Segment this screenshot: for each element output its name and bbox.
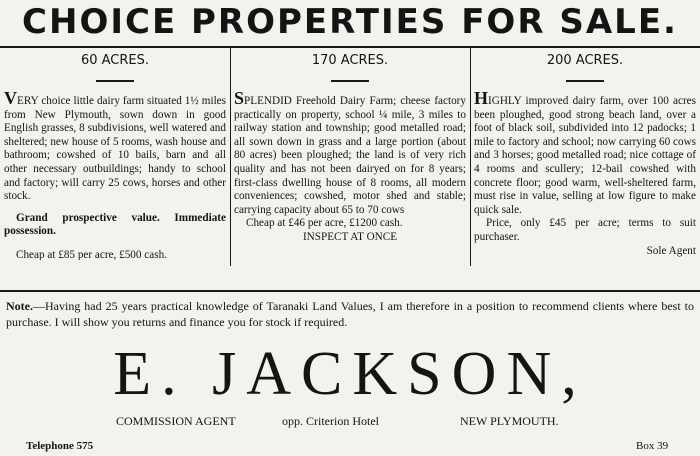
- middle-rule: [0, 290, 700, 292]
- drop-cap: S: [234, 88, 245, 108]
- listing-price: Cheap at £85 per acre, £500 cash.: [16, 248, 167, 260]
- agent-town: NEW PLYMOUTH.: [460, 414, 559, 428]
- listing-body: PLENDID Freehold Dairy Farm; cheese factory practically on property, school ¼ mile, 3 miles to railway station and township; good metalled road; all sown down in grass and a large portion (about 80 acres) been ploughed; the land is of very rich quality and has not been dairyed on for 8 years; first-class dwelling house of 8 rooms, all modern conveniences; cowshed, motor shed and stable; carrying capacity about 65 to 70 cows: [234, 95, 466, 216]
- headline: CHOICE PROPERTIES FOR SALE.: [22, 2, 678, 42]
- drop-cap: V: [4, 88, 17, 108]
- listing-body: ERY choice little dairy farm situated 1½ miles from New Plymouth, sown down in good English grasses, 8 subdivisions, well watered and sheltered; new house of 5 rooms, wash house and bathroom; cowshed of 10 bails, barn and all other necessary outbuildings; handy to school and factory; will carry 25 cows, horses and other stock.: [4, 95, 226, 203]
- listing-60-acres: [4, 48, 226, 260]
- note-text: —Having had 25 years practical knowledge of Taranaki Land Values, I am therefore in a position to recommend clients where best to purchase. I will show you returns and finance you for stock if required.: [6, 299, 694, 329]
- column-divider: [470, 48, 471, 266]
- listing-description: [474, 88, 696, 217]
- agent-name: E. JACKSON,: [113, 340, 587, 408]
- column-divider: [230, 48, 231, 266]
- note-lead: Note.: [6, 299, 33, 313]
- listing-heading: 60 ACRES.: [80, 53, 150, 68]
- box-number: Box 39: [636, 440, 669, 452]
- listing-description: [234, 88, 466, 217]
- listing-description: [4, 88, 226, 204]
- agent-location: opp. Criterion Hotel: [282, 414, 379, 428]
- listing-body: IGHLY improved dairy farm, over 100 acres been ploughed, good strong beach land, over a foot of black soil, subdivided into 12 padocks; 1 mile to factory and school; now carrying 60 cows and 3 horses; good metalled road; nice cottage of 4 rooms and scullery; 12-bail cowshed with concrete floor; good warm, well-sheltered farm, must rise in value, selling at low figure to make quick sale.: [474, 95, 696, 216]
- listing-extra: INSPECT AT ONCE: [302, 230, 398, 243]
- listing-170-acres: [234, 48, 466, 260]
- listing-price: Price, only £45 per acre; terms to suit purchaser.: [474, 217, 696, 243]
- agent-title: COMMISSION AGENT: [116, 414, 236, 428]
- listing-extra: Sole Agent: [646, 244, 696, 257]
- note: [6, 298, 694, 330]
- listing-200-acres: [474, 48, 696, 260]
- listing-heading: 170 ACRES.: [311, 53, 389, 68]
- telephone: Telephone 575: [26, 440, 94, 452]
- listing-extra: Grand prospective value. Immediate possession.: [4, 211, 226, 238]
- heading-dash: [331, 80, 369, 82]
- listing-price: Cheap at £46 per acre, £1200 cash.: [246, 217, 403, 230]
- drop-cap: H: [474, 88, 489, 108]
- listing-heading: 200 ACRES.: [546, 53, 624, 68]
- heading-dash: [96, 80, 134, 82]
- heading-dash: [566, 80, 604, 82]
